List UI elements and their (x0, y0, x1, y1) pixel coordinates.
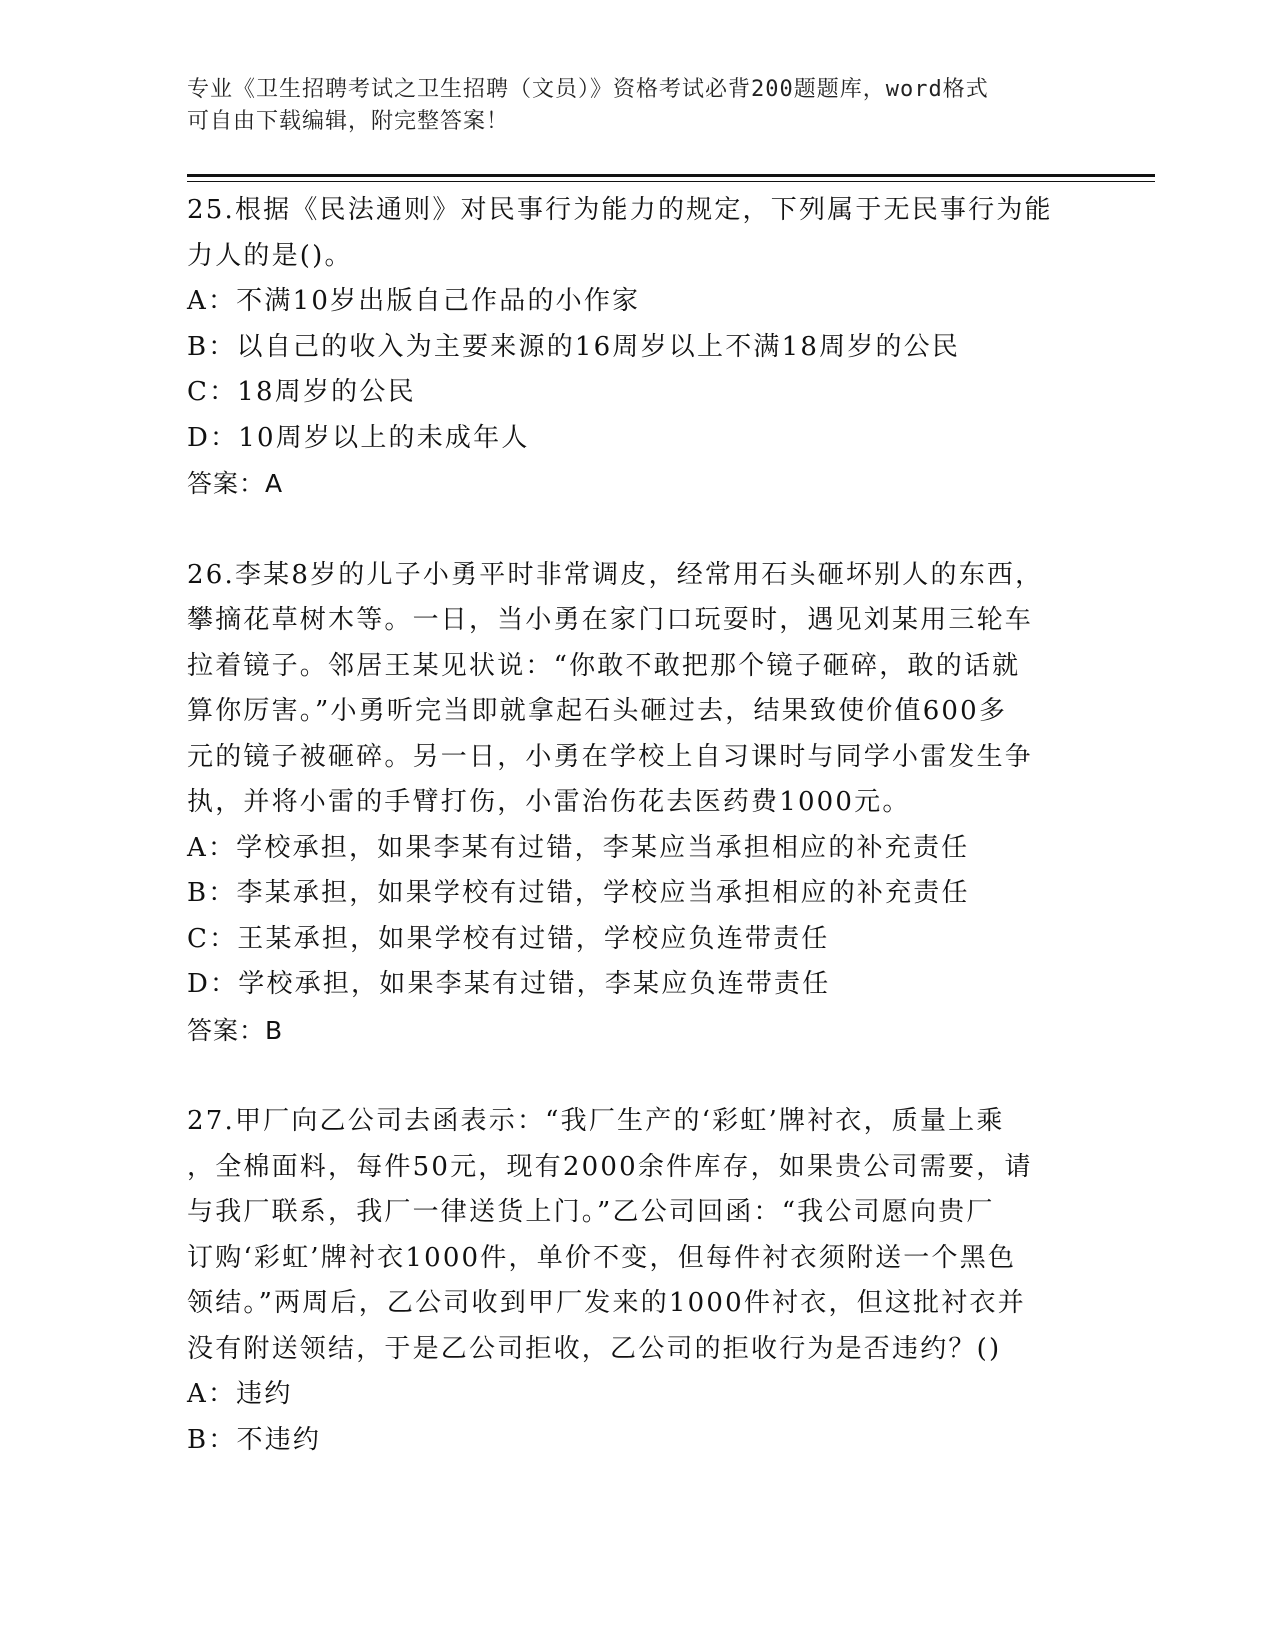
header-divider-thick (187, 174, 1155, 177)
question-text-line: 没有附送领结，于是乙公司拒收，乙公司的拒收行为是否违约？() (187, 1333, 1002, 1364)
question-text-line: 与我厂联系，我厂一律送货上门。”乙公司回函：“我公司愿向贵厂 (187, 1197, 995, 1227)
question-25 (187, 188, 1087, 507)
header-line-1: 专业《卫生招聘考试之卫生招聘（文员）》资格考试必背200题题库，word格式 (187, 77, 989, 102)
question-text-line: 力人的是()。 (187, 240, 353, 271)
question-text-line: 25.根据《民法通则》对民事行为能力的规定，下列属于无民事行为能 (187, 195, 1053, 225)
question-text-line: ，全棉面料，每件50元，现有2000余件库存，如果贵公司需要，请 (187, 1151, 1033, 1182)
question-27 (187, 1099, 1087, 1463)
question-text-line: 26.李某8岁的儿子小勇平时非常调皮，经常用石头砸坏别人的东西， (187, 559, 1044, 590)
question-26 (187, 553, 1087, 1054)
question-text-line: 执，并将小雷的手臂打伤，小雷治伤花去医药费1000元。 (187, 787, 911, 817)
question-spacer (187, 1053, 1087, 1099)
header-divider-thin (187, 181, 1155, 182)
document-header (187, 74, 1087, 138)
answer-label: 答案：B (187, 1015, 284, 1045)
option-b: B：以自己的收入为主要来源的16周岁以上不满18周岁的公民 (187, 331, 961, 362)
question-text-line: 算你厉害。”小勇听完当即就拿起石头砸过去，结果致使价值600多 (187, 696, 1008, 726)
option-a: A：违约 (187, 1379, 293, 1409)
question-text-line: 拉着镜子。邻居王某见状说：“你敢不敢把那个镜子砸碎，敢的话就 (187, 650, 1021, 681)
option-d: D：10周岁以上的未成年人 (187, 422, 530, 453)
answer-label: 答案：A (187, 469, 284, 498)
option-b: B：不违约 (187, 1424, 322, 1455)
option-b: B：李某承担，如果学校有过错，学校应当承担相应的补充责任 (187, 878, 970, 908)
question-text-line: 27.甲厂向乙公司去函表示：“我厂生产的‘彩虹’牌衬衣，质量上乘 (187, 1106, 1005, 1136)
header-line-2: 可自由下载编辑，附完整答案！ (187, 109, 510, 134)
option-a: A：学校承担，如果李某有过错，李某应当承担相应的补充责任 (187, 832, 970, 863)
option-c: C：王某承担，如果学校有过错，学校应负连带责任 (187, 923, 830, 954)
question-text-line: 攀摘花草树木等。一日，当小勇在家门口玩耍时，遇见刘某用三轮车 (187, 605, 1034, 635)
question-text-line: 订购‘彩虹’牌衬衣1000件，单价不变，但每件衬衣须附送一个黑色 (187, 1242, 1017, 1273)
option-c: C：18周岁的公民 (187, 377, 416, 407)
question-spacer (187, 507, 1087, 553)
question-text-line: 元的镜子被砸碎。另一日，小勇在学校上自习课时与同学小雷发生争 (187, 741, 1034, 772)
option-d: D：学校承担，如果李某有过错，李某应负连带责任 (187, 969, 831, 999)
option-a: A：不满10岁出版自己作品的小作家 (187, 286, 641, 316)
question-text-line: 领结。”两周后，乙公司收到甲厂发来的1000件衬衣，但这批衬衣并 (187, 1288, 1026, 1318)
question-list (187, 188, 1087, 1463)
